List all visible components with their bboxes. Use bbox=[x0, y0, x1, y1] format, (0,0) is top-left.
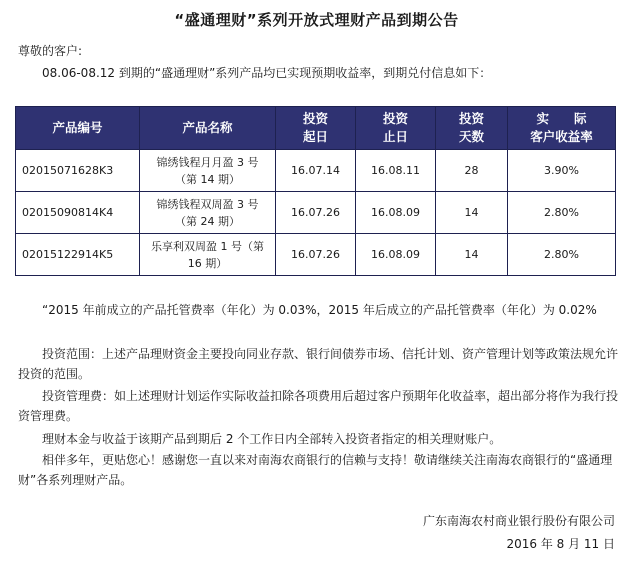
signature-org: 广东南海农村商业银行股份有限公司 bbox=[422, 514, 615, 528]
header-end-date: 投资 止日 bbox=[356, 107, 436, 150]
header-product-name: 产品名称 bbox=[140, 107, 276, 150]
greeting: 尊敬的客户: bbox=[18, 44, 83, 58]
table-row bbox=[16, 234, 616, 276]
days: 14 bbox=[436, 234, 508, 276]
start-date: 16.07.26 bbox=[276, 192, 356, 234]
start-date: 16.07.26 bbox=[276, 234, 356, 276]
end-date: 16.08.09 bbox=[356, 234, 436, 276]
header-yield: 实 际 客户收益率 bbox=[508, 107, 616, 150]
product-name: 锦绣钱程月月盈 3 号 （第 14 期） bbox=[140, 150, 276, 192]
product-code: 02015090814K4 bbox=[16, 192, 140, 234]
table-row bbox=[16, 192, 616, 234]
days: 28 bbox=[436, 150, 508, 192]
end-date: 16.08.09 bbox=[356, 192, 436, 234]
table-row bbox=[16, 150, 616, 192]
table-header-row bbox=[16, 107, 616, 150]
page-title: “盛通理财”系列开放式理财产品到期公告 bbox=[174, 11, 459, 29]
product-code: 02015122914K5 bbox=[16, 234, 140, 276]
header-days: 投资 天数 bbox=[436, 107, 508, 150]
product-name: 锦绣钱程双周盈 3 号 （第 24 期） bbox=[140, 192, 276, 234]
start-date: 16.07.14 bbox=[276, 150, 356, 192]
header-product-code: 产品编号 bbox=[16, 107, 140, 150]
signature-date: 2016 年 8 月 11 日 bbox=[506, 537, 615, 551]
yield: 2.80% bbox=[508, 192, 616, 234]
investment-scope: 投资范围：上述产品理财资金主要投向同业存款、银行间债券市场、信托计划、资产管理计划等政策法规允许投资的范围。 bbox=[18, 347, 619, 381]
yield: 2.80% bbox=[508, 234, 616, 276]
product-table bbox=[15, 106, 616, 276]
end-date: 16.08.11 bbox=[356, 150, 436, 192]
product-code: 02015071628K3 bbox=[16, 150, 140, 192]
header-start-date: 投资 起日 bbox=[276, 107, 356, 150]
product-name: 乐享利双周盈 1 号（第 16 期） bbox=[140, 234, 276, 276]
days: 14 bbox=[436, 192, 508, 234]
principal-transfer: 理财本金与收益于该期产品到期后 2 个工作日内全部转入投资者指定的相关理财账户。 bbox=[42, 432, 502, 446]
intro-text: 08.06-08.12 到期的“盛通理财”系列产品均已实现预期收益率，到期兑付信息如下： bbox=[42, 66, 492, 80]
closing-remarks: 相伴多年，更贴您心！感谢您一直以来对南海农商银行的信赖与支持！敬请继续关注南海农商银行的“盛通理财”各系列理财产品。 bbox=[18, 453, 613, 487]
custody-fee-note: “2015 年前成立的产品托管费率（年化）为 0.03%，2015 年后成立的产品托管费率（年化）为 0.02% bbox=[42, 303, 597, 317]
management-fee: 投资管理费：如上述理财计划运作实际收益扣除各项费用后超过客户预期年化收益率，超出部分将作为我行投资管理费。 bbox=[18, 389, 619, 423]
yield: 3.90% bbox=[508, 150, 616, 192]
